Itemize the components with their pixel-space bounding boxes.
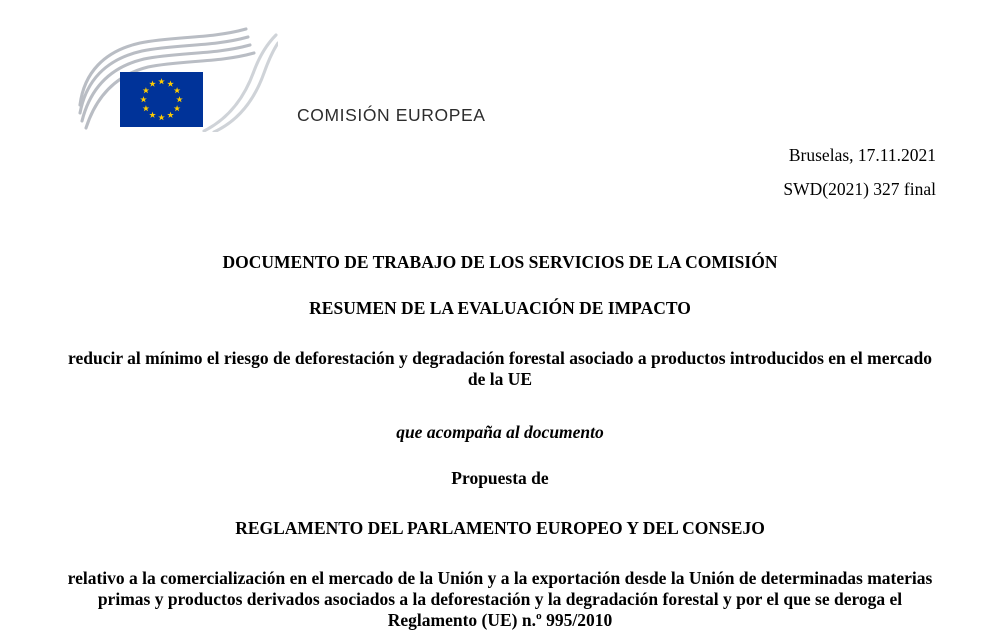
- title-line-proposal: Propuesta de: [451, 468, 549, 488]
- place-and-date: Bruselas, 17.11.2021: [788, 145, 936, 165]
- spacer: [64, 488, 936, 518]
- spacer: [64, 442, 936, 468]
- european-commission-emblem: [78, 27, 278, 132]
- spacer: [64, 272, 936, 298]
- title-block: [64, 252, 936, 631]
- document-header: [0, 0, 1000, 150]
- title-line-executive-summary: RESUMEN DE LA EVALUACIÓN DE IMPACTO: [309, 298, 691, 318]
- institution-name: COMISIÓN EUROPEA: [297, 105, 486, 125]
- title-line-accompanying: que acompaña al documento: [396, 422, 604, 442]
- eu-stars-icon: [120, 72, 203, 127]
- spacer: [64, 538, 936, 568]
- spacer: [64, 318, 936, 348]
- document-number: SWD(2021) 327 final: [783, 179, 936, 199]
- title-line-regulation-subject: relativo a la comercialización en el mercado de la Unión y a la exportación desde la Unión de determinadas materias primas y productos derivados asociados a la deforestación y la degradación forestal y por el que se deroga el Reglamento (UE) n.º 995/2010: [67, 568, 933, 630]
- document-meta: [783, 138, 936, 206]
- title-line-subject: reducir al mínimo el riesgo de deforestación y degradación forestal asociado a productos introducidos en el mercado de la UE: [68, 348, 932, 389]
- title-line-regulation: REGLAMENTO DEL PARLAMENTO EUROPEO Y DEL CONSEJO: [235, 518, 765, 538]
- title-line-staff-working-document: DOCUMENTO DE TRABAJO DE LOS SERVICIOS DE LA COMISIÓN: [222, 252, 778, 272]
- spacer: [64, 390, 936, 422]
